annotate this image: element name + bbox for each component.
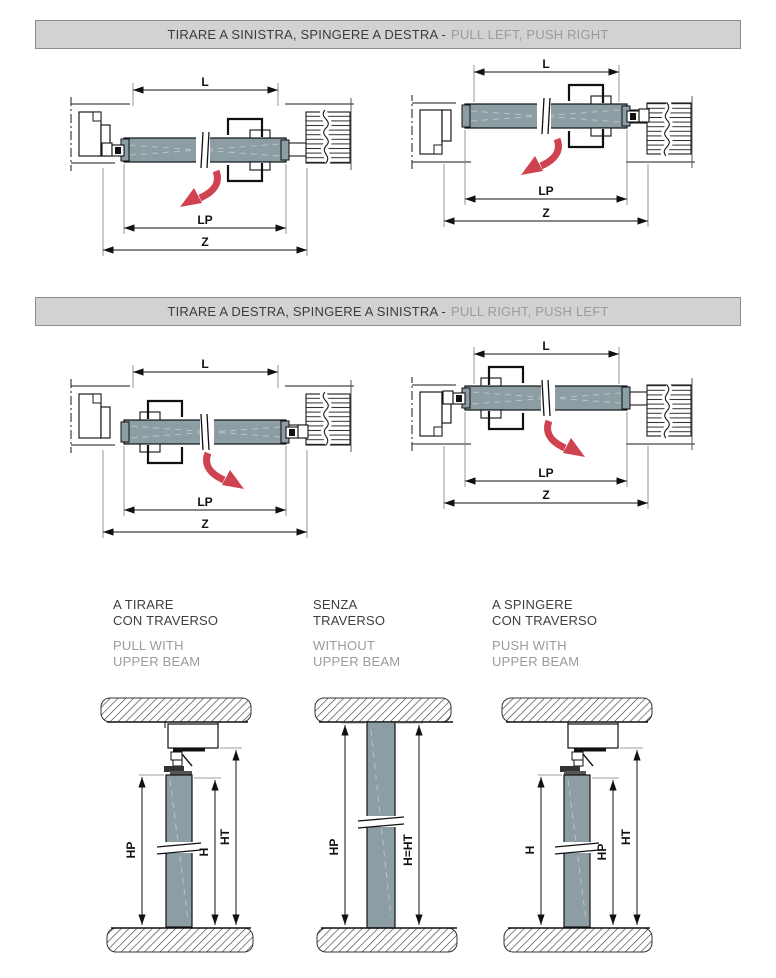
upper-beam-assembly	[560, 722, 618, 775]
swing-arrow-icon	[180, 171, 217, 207]
section-header-pull-left-push-right	[35, 20, 741, 49]
header-title-english: PULL LEFT, PUSH RIGHT	[450, 27, 609, 42]
dim-label-Z: Z	[201, 517, 209, 531]
dim-label-L: L	[542, 339, 550, 353]
plan-diagram-push-right	[398, 52, 728, 252]
section-header-pull-right-push-left	[35, 297, 741, 326]
dim-label-LP: LP	[197, 495, 213, 509]
section-diagram-pull-with-upper-beam	[85, 692, 265, 978]
dim-label-HP: HP	[595, 843, 609, 861]
header-title-italian: TIRARE A DESTRA, SPINGERE A SINISTRA -	[167, 304, 446, 319]
dim-label-Z: Z	[201, 235, 209, 249]
door-panel	[555, 775, 599, 927]
dim-label-L: L	[201, 357, 209, 371]
label-italian-line2: CON TRAVERSO	[113, 613, 219, 628]
section-diagram-without-upper-beam	[295, 692, 475, 978]
dim-label-LP: LP	[197, 213, 213, 227]
floor	[317, 928, 457, 952]
label-italian-line2: TRAVERSO	[313, 613, 386, 628]
label-english-line2: UPPER BEAM	[113, 654, 201, 669]
dim-label-Z: Z	[542, 206, 550, 220]
dim-label-H-equals-HT: H=HT	[401, 834, 415, 866]
plan-diagram-pull-right	[57, 350, 387, 550]
swing-arrow-icon	[207, 453, 244, 489]
header-title-italian: TIRARE A SINISTRA, SPINGERE A DESTRA -	[167, 27, 446, 42]
swing-arrow-icon	[521, 139, 558, 175]
floor	[504, 928, 652, 952]
floor	[107, 928, 253, 952]
dim-label-Z: Z	[542, 488, 550, 502]
door-assembly	[443, 367, 630, 429]
ceiling	[315, 698, 453, 722]
section-diagram-push-with-upper-beam	[488, 692, 668, 978]
dim-label-HP: HP	[327, 838, 341, 856]
label-italian-line1: A TIRARE	[113, 597, 174, 612]
ceiling	[101, 698, 251, 722]
label-english-line1: PUSH WITH	[492, 638, 567, 653]
section-label-push-with-upper-beam	[492, 597, 597, 670]
section-label-without-upper-beam	[313, 597, 400, 670]
header-title-english: PULL RIGHT, PUSH LEFT	[450, 304, 609, 319]
dim-label-H: H	[523, 845, 537, 855]
dim-label-H: H	[197, 847, 211, 857]
door-assembly	[102, 119, 289, 181]
label-english-line2: UPPER BEAM	[492, 654, 580, 669]
label-italian-line2: CON TRAVERSO	[492, 613, 598, 628]
door-panel	[358, 722, 404, 928]
door-panel	[157, 775, 201, 927]
label-italian-line1: SENZA	[313, 597, 358, 612]
dimensions	[444, 57, 648, 227]
door-assembly	[462, 85, 649, 147]
plan-diagram-push-left	[398, 334, 728, 534]
label-english-line1: WITHOUT	[313, 638, 376, 653]
dim-label-LP: LP	[538, 466, 554, 480]
dim-label-L: L	[542, 57, 550, 71]
label-english-line1: PULL WITH	[113, 638, 184, 653]
swing-arrow-icon	[548, 421, 585, 457]
door-assembly	[121, 401, 308, 463]
label-italian-line1: A SPINGERE	[492, 597, 573, 612]
plan-diagram-pull-left	[57, 68, 387, 268]
ceiling	[502, 698, 652, 722]
dim-label-L: L	[201, 75, 209, 89]
dim-label-LP: LP	[538, 184, 554, 198]
label-english-line2: UPPER BEAM	[313, 654, 401, 669]
upper-beam-assembly	[164, 722, 218, 775]
dim-label-HT: HT	[218, 829, 232, 845]
dim-label-HP: HP	[124, 841, 138, 859]
dim-label-HT: HT	[619, 829, 633, 845]
section-label-pull-with-upper-beam	[113, 597, 218, 670]
